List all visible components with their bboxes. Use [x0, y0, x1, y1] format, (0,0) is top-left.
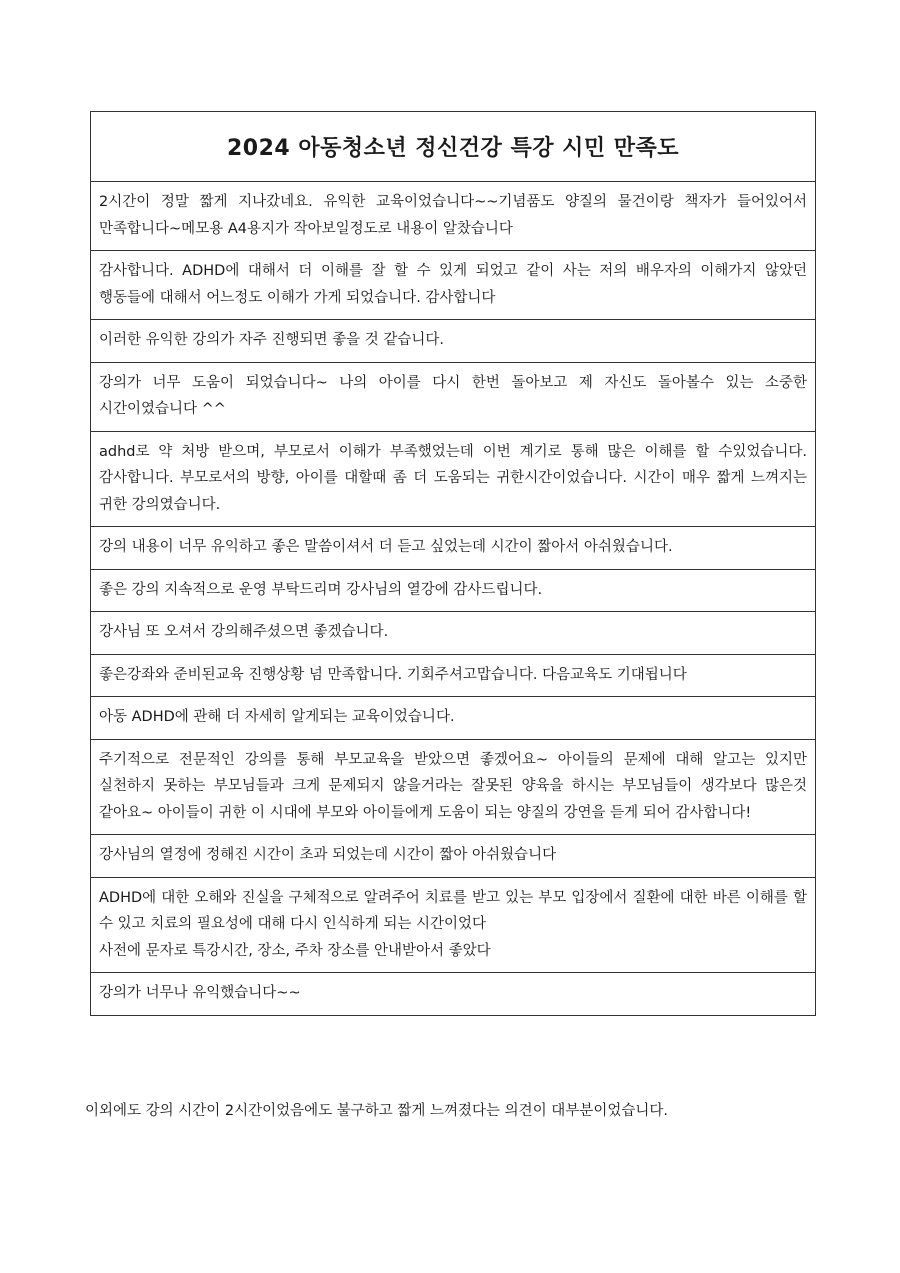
response-row: 좋은 강의 지속적으로 운영 부탁드리며 강사님의 열강에 감사드립니다.	[91, 570, 815, 613]
response-row: 강의가 너무나 유익했습니다~~	[99, 985, 301, 1001]
footer-note: 이외에도 강의 시간이 2시간이었음에도 불구하고 짧게 느껴졌다는 의견이 대부분이었습니다.	[85, 1103, 668, 1119]
survey-table	[90, 111, 816, 1016]
response-row: 감사합니다. ADHD에 대해서 더 이해를 잘 할 수 있게 되었고 같이 사는 저의 배우자의 이해가지 않았던 행동들에 대해서 어느정도 이해가 가게 되었습니다. 감사합니다	[91, 251, 815, 320]
response-list	[91, 182, 815, 1015]
response-row: 이러한 유익한 강의가 자주 진행되면 좋을 것 같습니다.	[91, 320, 815, 363]
response-row: 강사님의 열정에 정해진 시간이 초과 되었는데 시간이 짧아 아쉬웠습니다	[91, 835, 815, 878]
response-row: adhd로 약 처방 받으며, 부모로서 이해가 부족했었는데 이번 계기로 통해 많은 이해를 할 수있었습니다. 감사합니다. 부모로서의 방향, 아이를 대할때 좀 더 도움되는 귀한시간이었습니다. 시간이 매우 짧게 느껴지는 귀한 강의였습니다.	[91, 432, 815, 528]
response-row: 아동 ADHD에 관해 더 자세히 알게되는 교육이었습니다.	[91, 697, 815, 740]
page-title: 2024 아동청소년 정신건강 특강 시민 만족도	[91, 112, 815, 182]
response-row: 강사님 또 오셔서 강의해주셨으면 좋겠습니다.	[91, 612, 815, 655]
response-row: 주기적으로 전문적인 강의를 통해 부모교육을 받았으면 좋겠어요~ 아이들의 문제에 대해 알고는 있지만 실천하지 못하는 부모님들과 크게 문제되지 않을거라는 잘못된 양육을 하시는 부모님들이 생각보다 많은것 같아요~ 아이들이 귀한 이 시대에 부모와 아이들에게 도움이 되는 양질의 강연을 듣게 되어 감사합니다!	[91, 740, 815, 836]
response-row: 좋은강좌와 준비된교육 진행상황 넘 만족합니다. 기회주셔고맙습니다. 다음교육도 기대됩니다	[91, 655, 815, 698]
response-row: 강의가 너무 도움이 되었습니다~ 나의 아이를 다시 한번 돌아보고 제 자신도 돌아볼수 있는 소중한 시간이였습니다 ^^	[91, 363, 815, 432]
response-row: ADHD에 대한 오해와 진실을 구체적으로 알려주어 치료를 받고 있는 부모 입장에서 질환에 대한 바른 이해를 할 수 있고 치료의 필요성에 대해 다시 인식하게 되는 시간이었다 사전에 문자로 특강시간, 장소, 주차 장소를 안내받아서 좋았다	[91, 878, 815, 974]
response-row: 강의 내용이 너무 유익하고 좋은 말씀이셔서 더 듣고 싶었는데 시간이 짧아서 아쉬웠습니다.	[91, 527, 815, 570]
response-row: 2시간이 정말 짧게 지나갔네요. 유익한 교육이었습니다~~기념품도 양질의 물건이랑 책자가 들어있어서 만족합니다~메모용 A4용지가 작아보일정도로 내용이 알찼습니다	[91, 182, 815, 251]
